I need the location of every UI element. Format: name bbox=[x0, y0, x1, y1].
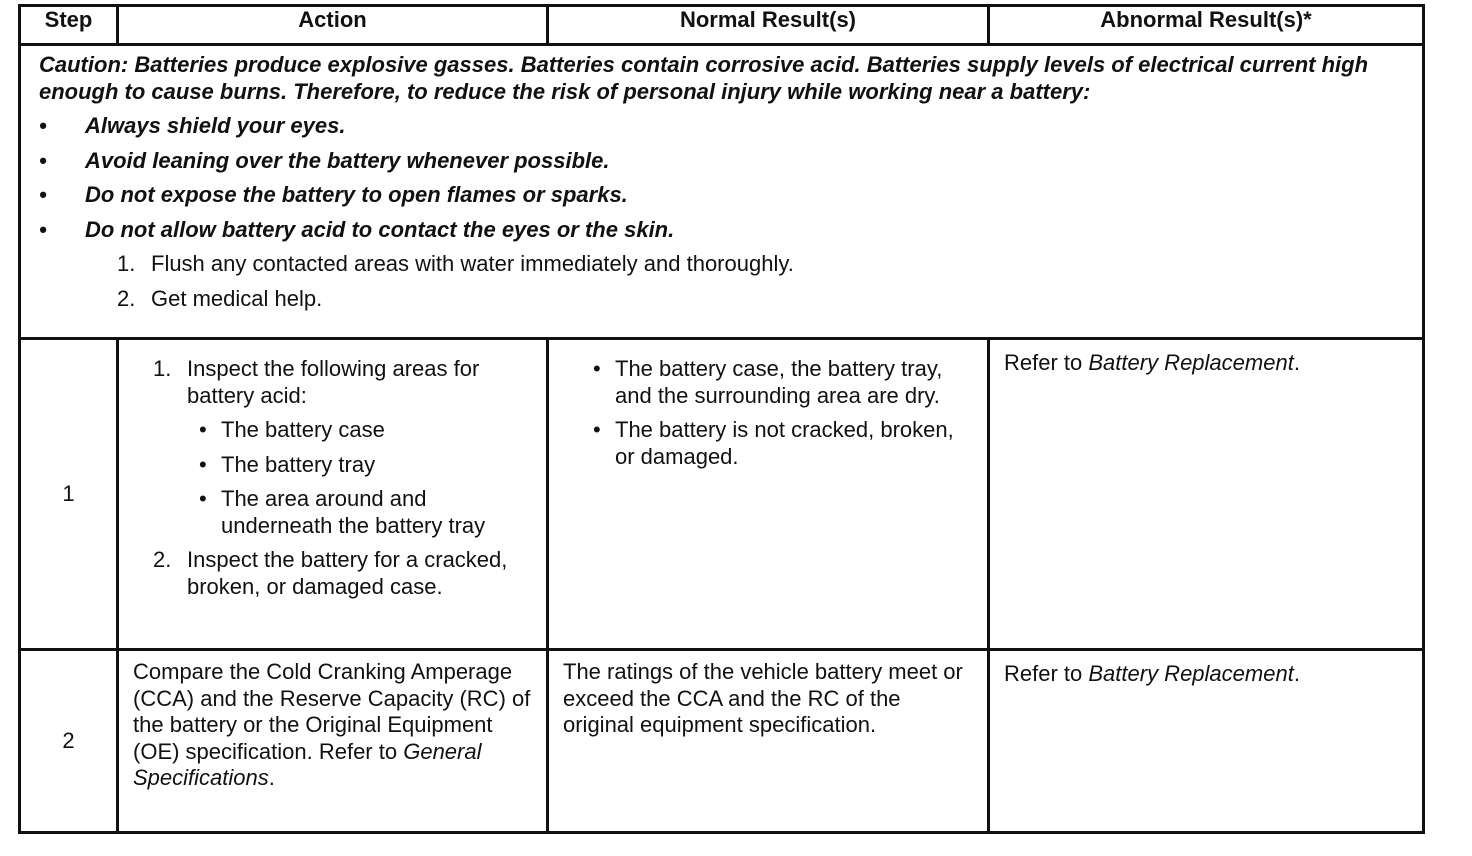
caution-bullet: • Do not expose the battery to open flames or sparks. bbox=[39, 182, 628, 207]
caution-bullet: • Avoid leaning over the battery whenever possible. bbox=[39, 147, 610, 173]
header-normal-results: Normal Result(s) bbox=[548, 6, 989, 45]
action-cell: Compare the Cold Cranking Amperage (CCA) and the Reserve Capacity (RC) of the battery or the Original Equipment (OE) specification. Refer to General Specifications. bbox=[118, 650, 548, 833]
list-item: • The area around and underneath the battery tray bbox=[199, 486, 486, 538]
normal-result-cell: The ratings of the vehicle battery meet or exceed the CCA and the RC of the original equipment specification. bbox=[548, 650, 989, 833]
bullet-icon: • bbox=[199, 451, 207, 477]
list-item: • The battery case, the battery tray, and the surrounding area are dry. bbox=[593, 356, 943, 408]
caution-step: 1. Flush any contacted areas with water immediately and thoroughly. bbox=[117, 251, 794, 276]
list-item: • The battery case bbox=[199, 417, 385, 442]
table-row bbox=[20, 339, 1424, 650]
list-item: • The battery tray bbox=[199, 451, 376, 477]
caution-step: 2. Get medical help. bbox=[117, 285, 323, 311]
general-specifications-link[interactable]: General Specifications bbox=[133, 738, 482, 790]
bullet-icon: • bbox=[593, 356, 601, 381]
action-item: 2. Inspect the battery for a cracked, broken, or damaged case. bbox=[153, 547, 508, 599]
battery-replacement-link[interactable]: Battery Replacement bbox=[1088, 350, 1294, 375]
battery-replacement-link[interactable]: Battery Replacement bbox=[1088, 661, 1294, 686]
header-abnormal-results: Abnormal Result(s)* bbox=[989, 6, 1424, 45]
caution-bullet: • Do not allow battery acid to contact the eyes or the skin. bbox=[39, 216, 675, 242]
bullet-icon: • bbox=[199, 417, 207, 442]
header-row bbox=[20, 6, 1424, 45]
bullet-icon: • bbox=[39, 113, 47, 138]
caution-block bbox=[20, 45, 1424, 339]
header-step: Step bbox=[20, 6, 118, 45]
normal-result-cell bbox=[548, 339, 989, 650]
bullet-icon: • bbox=[39, 182, 47, 207]
step-number: 1 bbox=[20, 339, 118, 650]
table-row bbox=[20, 650, 1424, 833]
header-action: Action bbox=[118, 6, 548, 45]
caution-row bbox=[20, 45, 1424, 339]
caution-text: Caution: Batteries produce explosive gasses. Batteries contain corrosive acid. Batteries supply levels of electrical current high enough to cause burns. Therefore, to reduce the risk of personal injury while working near a battery: bbox=[39, 52, 1369, 104]
abnormal-result-cell: Refer to Battery Replacement. bbox=[989, 650, 1424, 833]
diagnostic-table bbox=[18, 4, 1425, 834]
caution-numbered-list bbox=[39, 251, 1404, 312]
list-item: • The battery is not cracked, broken, or damaged. bbox=[593, 417, 954, 469]
action-item: 1. Inspect the following areas for battery acid: • The battery case • The battery tray • The area around and underneath the battery tray bbox=[149, 356, 526, 539]
normal-result-list bbox=[593, 356, 969, 470]
caution-bullet: • Always shield your eyes. bbox=[39, 113, 346, 138]
inspection-area-list bbox=[187, 417, 526, 539]
action-cell bbox=[118, 339, 548, 650]
bullet-icon: • bbox=[199, 486, 207, 511]
abnormal-result-cell: Refer to Battery Replacement. bbox=[989, 339, 1424, 650]
bullet-icon: • bbox=[39, 216, 47, 242]
caution-bullet-list bbox=[39, 113, 1404, 243]
step-number: 2 bbox=[20, 650, 118, 833]
bullet-icon: • bbox=[593, 417, 601, 442]
bullet-icon: • bbox=[39, 147, 47, 173]
